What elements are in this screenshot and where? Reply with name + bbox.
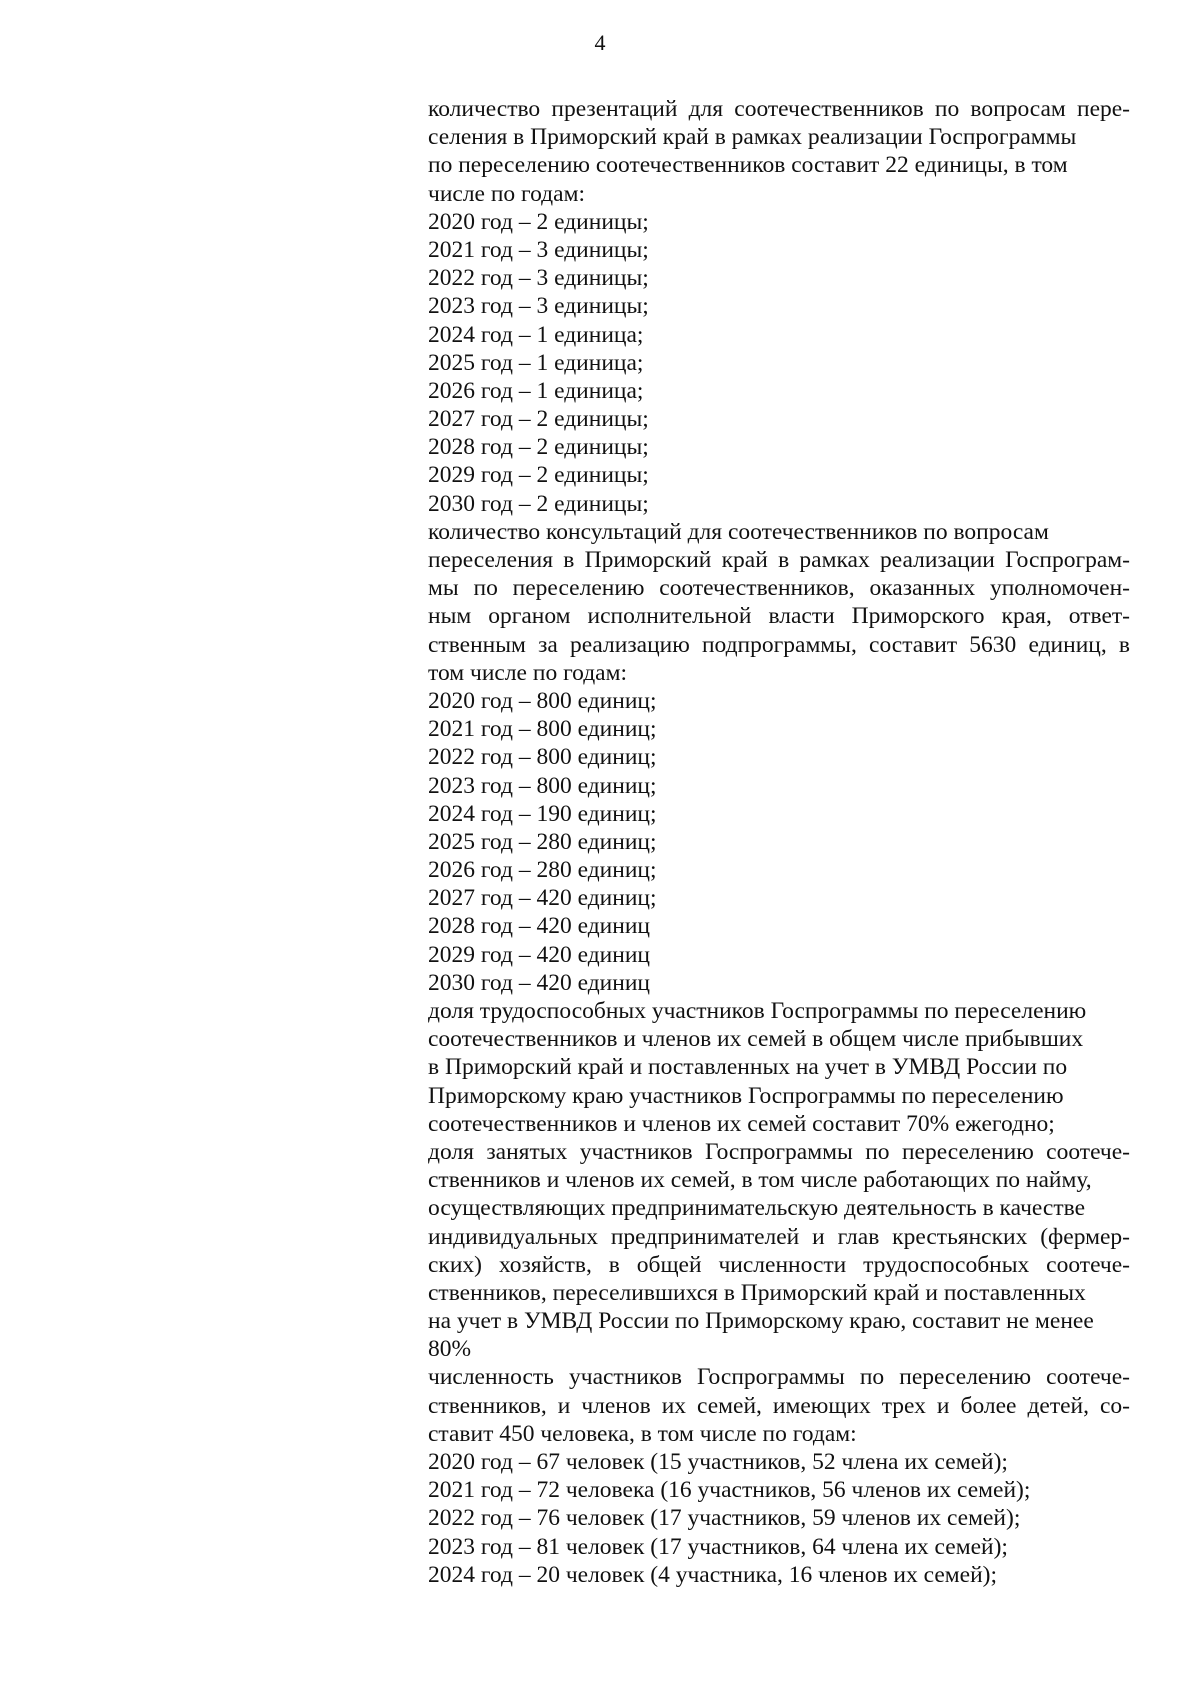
- text-line: ских) хозяйств, в общей численности трудоспособных соотече-: [428, 1251, 1130, 1278]
- text-line: селения в Приморский край в рамках реализации Госпрограммы: [428, 124, 1077, 151]
- text-line: Приморскому краю участников Госпрограммы по переселению: [428, 1082, 1064, 1109]
- text-line: 2020 год – 67 человек (15 участников, 52 члена их семей);: [428, 1449, 1008, 1475]
- text-line: 2029 год – 2 единицы;: [428, 462, 649, 489]
- text-line: 2025 год – 1 единица;: [428, 349, 644, 376]
- text-line: 2020 год – 800 единиц;: [428, 687, 657, 714]
- page-number: 4: [594, 30, 606, 55]
- text-line: 2021 год – 3 единицы;: [428, 236, 649, 263]
- text-line: ным органом исполнительной власти Приморского края, ответ-: [428, 603, 1130, 630]
- text-line: по переселению соотечественников составит 22 единицы, в том: [428, 152, 1068, 179]
- text-line: соотечественников и членов их семей составит 70% ежегодно;: [428, 1110, 1055, 1137]
- text-line: 2023 год – 800 единиц;: [428, 772, 657, 799]
- text-line: численность участников Госпрограммы по переселению соотече-: [428, 1364, 1130, 1391]
- text-line: 2026 год – 1 единица;: [428, 377, 644, 404]
- text-line: ственников, и членов их семей, имеющих трех и более детей, со-: [428, 1392, 1130, 1419]
- text-line: количество презентаций для соотечественников по вопросам пере-: [428, 96, 1130, 122]
- text-line: соотечественников и членов их семей в общем числе прибывших: [428, 1026, 1084, 1053]
- text-line: ственным за реализацию подпрограммы, составит 5630 единиц, в: [428, 631, 1130, 658]
- text-line: доля занятых участников Госпрограммы по переселению соотече-: [428, 1138, 1130, 1165]
- text-line: числе по годам:: [428, 180, 585, 207]
- text-line: 2030 год – 420 единиц: [428, 969, 650, 996]
- text-line: мы по переселению соотечественников, оказанных уполномочен-: [428, 575, 1130, 602]
- document-body: [428, 95, 1130, 1589]
- text-line: 2028 год – 420 единиц: [428, 913, 650, 940]
- text-line: в Приморский край и поставленных на учет в УМВД России по: [428, 1054, 1068, 1081]
- text-line: доля трудоспособных участников Госпрограммы по переселению: [428, 998, 1087, 1024]
- text-line: на учет в УМВД России по Приморскому краю, составит не менее: [428, 1308, 1094, 1335]
- text-line: количество консультаций для соотечественников по вопросам: [428, 518, 1049, 545]
- text-line: индивидуальных предпринимателей и глав крестьянских (фермер-: [428, 1223, 1130, 1250]
- text-line: 2027 год – 420 единиц;: [428, 885, 657, 912]
- text-line: 2023 год – 3 единицы;: [428, 293, 649, 320]
- text-line: 2024 год – 190 единиц;: [428, 800, 657, 827]
- text-line: ственников и членов их семей, в том числе работающих по найму,: [428, 1167, 1092, 1194]
- text-line: 2029 год – 420 единиц: [428, 941, 650, 968]
- text-line: 2022 год – 800 единиц;: [428, 744, 657, 771]
- text-line: осуществляющих предпринимательскую деятельность в качестве: [428, 1195, 1086, 1222]
- text-line: 2025 год – 280 единиц;: [428, 828, 657, 855]
- text-line: 2030 год – 2 единицы;: [428, 490, 649, 517]
- text-line: ственников, переселившихся в Приморский край и поставленных: [428, 1279, 1086, 1306]
- text-line: 2022 год – 3 единицы;: [428, 265, 649, 292]
- text-line: 2028 год – 2 единицы;: [428, 434, 649, 461]
- text-line: 2022 год – 76 человек (17 участников, 59 членов их семей);: [428, 1505, 1021, 1532]
- text-line: 2021 год – 72 человека (16 участников, 56 членов их семей);: [428, 1477, 1031, 1504]
- text-line: 2026 год – 280 единиц;: [428, 857, 657, 884]
- text-line: 2023 год – 81 человек (17 участников, 64 члена их семей);: [428, 1533, 1008, 1560]
- text-line: том числе по годам:: [428, 659, 627, 686]
- text-line: переселения в Приморский край в рамках реализации Госпрограм-: [428, 547, 1130, 573]
- text-line: 2027 год – 2 единицы;: [428, 406, 649, 433]
- text-line: 80%: [428, 1336, 472, 1363]
- text-line: ставит 450 человека, в том числе по годам:: [428, 1420, 857, 1447]
- text-line: 2020 год – 2 единицы;: [428, 208, 649, 235]
- text-line: 2024 год – 20 человек (4 участника, 16 членов их семей);: [428, 1561, 998, 1588]
- text-line: 2021 год – 800 единиц;: [428, 716, 657, 743]
- text-line: 2024 год – 1 единица;: [428, 321, 644, 348]
